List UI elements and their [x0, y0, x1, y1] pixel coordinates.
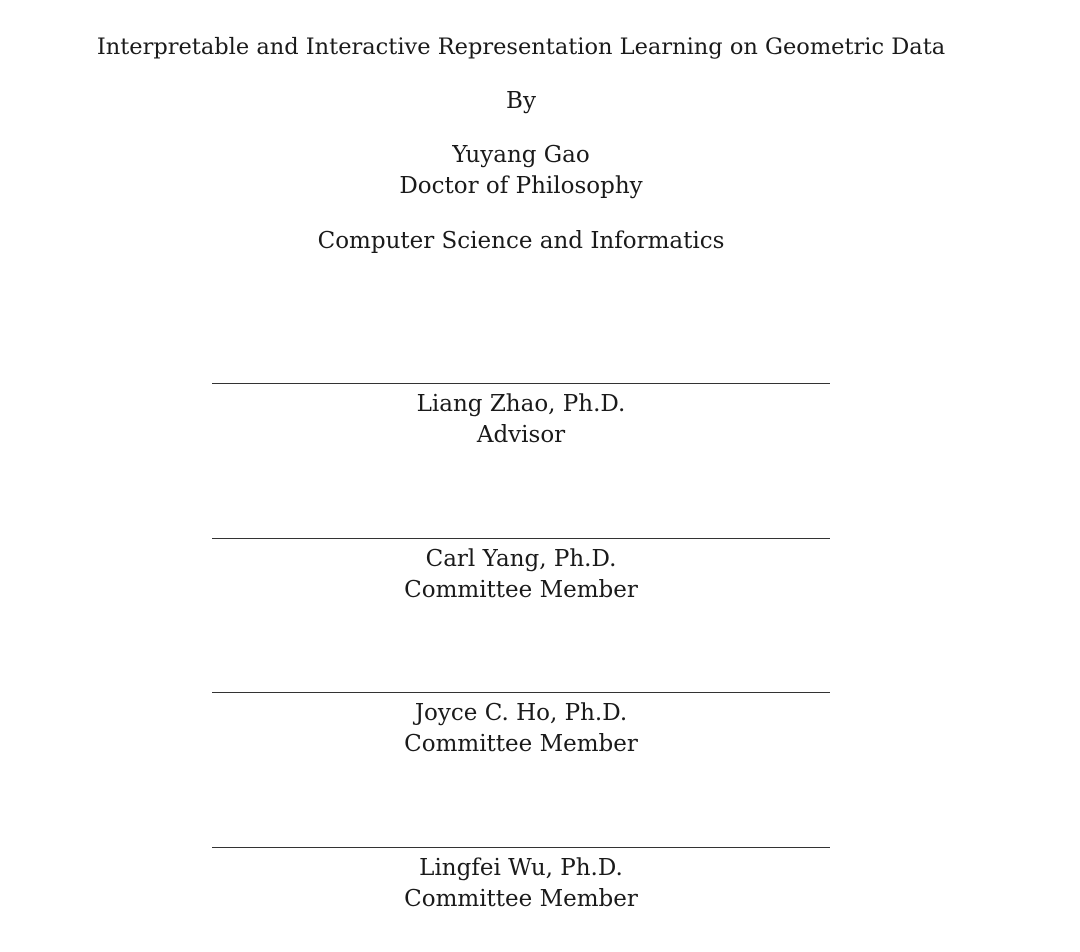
signature-block-committee-2: [212, 692, 830, 760]
signer-name: Carl Yang, Ph.D.: [425, 546, 617, 572]
department-name: Computer Science and Informatics: [317, 228, 725, 254]
signature-line: [212, 847, 830, 848]
signature-line: [212, 692, 830, 693]
signature-block-advisor: [212, 383, 830, 451]
signer-name: Lingfei Wu, Ph.D.: [419, 855, 623, 881]
signer-role: Committee Member: [404, 731, 638, 757]
signer-role: Committee Member: [404, 577, 638, 603]
signature-line: [212, 383, 830, 384]
signature-block-committee-3: [212, 847, 830, 915]
signer-name: Joyce C. Ho, Ph.D.: [414, 700, 628, 726]
dissertation-title: Interpretable and Interactive Representation Learning on Geometric Data: [96, 34, 946, 60]
by-label: By: [506, 88, 536, 114]
degree-name: Doctor of Philosophy: [399, 173, 643, 199]
signer-role: Advisor: [476, 422, 566, 448]
author-name: Yuyang Gao: [452, 142, 590, 168]
signer-role: Committee Member: [404, 886, 638, 912]
signature-block-committee-1: [212, 538, 830, 606]
signature-line: [212, 538, 830, 539]
signer-name: Liang Zhao, Ph.D.: [416, 391, 626, 417]
